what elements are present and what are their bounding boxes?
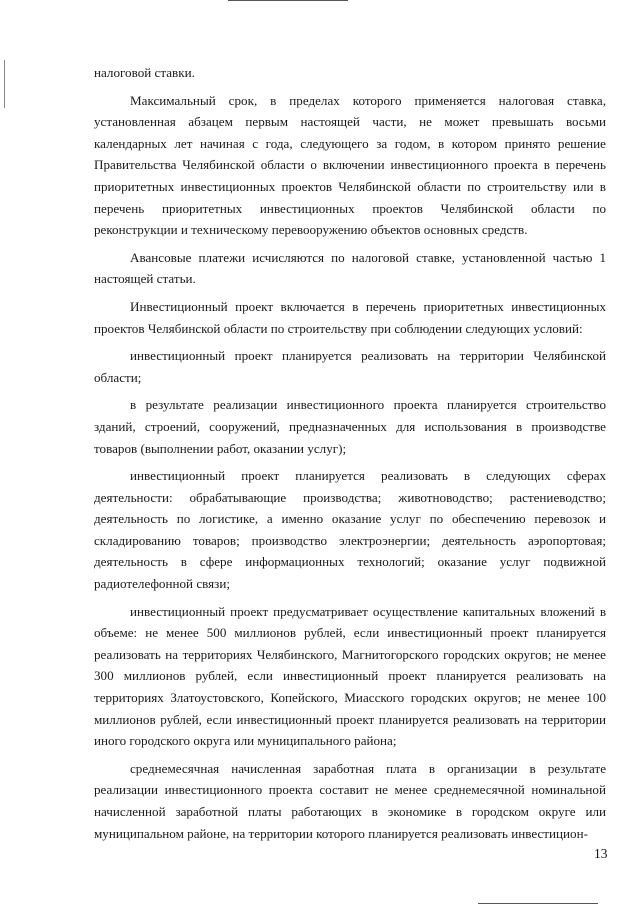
paragraph: инвестиционный проект планируется реализовать на территории Челябинской области; bbox=[94, 348, 606, 385]
document-body bbox=[94, 62, 606, 844]
bottom-scan-line bbox=[478, 903, 598, 904]
paragraph: инвестиционный проект предусматривает осуществление капитальных вложений в объеме: не менее 500 миллионов рублей, если инвестиционный проект планируется реализовать на территориях Челябинского, Магнитогорского городских округов; не менее 300 миллионов рублей, если инвестиционный проект планируется реализовать на территориях Златоустовского, Копейского, Миасского городских округов; не менее 100 миллионов рублей, если инвестиционный проект планируется реализовать на территории иного городского округа или муниципального района; bbox=[94, 603, 606, 749]
page-number: 13 bbox=[594, 846, 608, 861]
paragraph: среднемесячная начисленная заработная плата в организации в результате реализации инвестиционного проекта составит не менее среднемесячной номинальной начисленной заработной платы работающих в экономике в городском округе или муниципальном районе, на территории которого планируется реализовать инвестицион- bbox=[94, 760, 606, 841]
paragraph: Авансовые платежи исчисляются по налоговой ставке, установленной частью 1 настоящей статьи. bbox=[94, 249, 606, 287]
paragraph: инвестиционный проект планируется реализовать в следующих сферах деятельности: обрабатывающие производства; животноводство; растениеводство; деятельность по логистике, а именно оказание услуг по обеспечению перевозок и складированию товаров; производство электроэнергии; деятельность аэропортовая; деятельность в сфере информационных технологий; оказание услуг подвижной радиотелефонной связи; bbox=[94, 468, 606, 592]
paragraph: Инвестиционный проект включается в перечень приоритетных инвестиционных проектов Челябинской области по строительству при соблюдении следующих условий: bbox=[94, 298, 606, 336]
paragraph: Максимальный срок, в пределах которого применяется налоговая ставка, установленная абзацем первым настоящей части, не может превышать восьми календарных лет начиная с года, следующего за годом, в котором принято решение Правительства Челябинской области о включении инвестиционного проекта в перечень приоритетных инвестиционных проектов Челябинской области по строительству или в перечень приоритетных инвестиционных проектов Челябинской области по реконструкции и техническому перевооружению объектов основных средств. bbox=[94, 92, 606, 238]
paragraph: в результате реализации инвестиционного проекта планируется строительство зданий, строений, сооружений, предназначенных для использования в производстве товаров (выполнении работ, оказании услуг); bbox=[94, 397, 606, 456]
paragraph: налоговой ставки. bbox=[94, 65, 195, 80]
left-edge-mark bbox=[4, 60, 5, 108]
top-scan-line bbox=[228, 0, 348, 1]
